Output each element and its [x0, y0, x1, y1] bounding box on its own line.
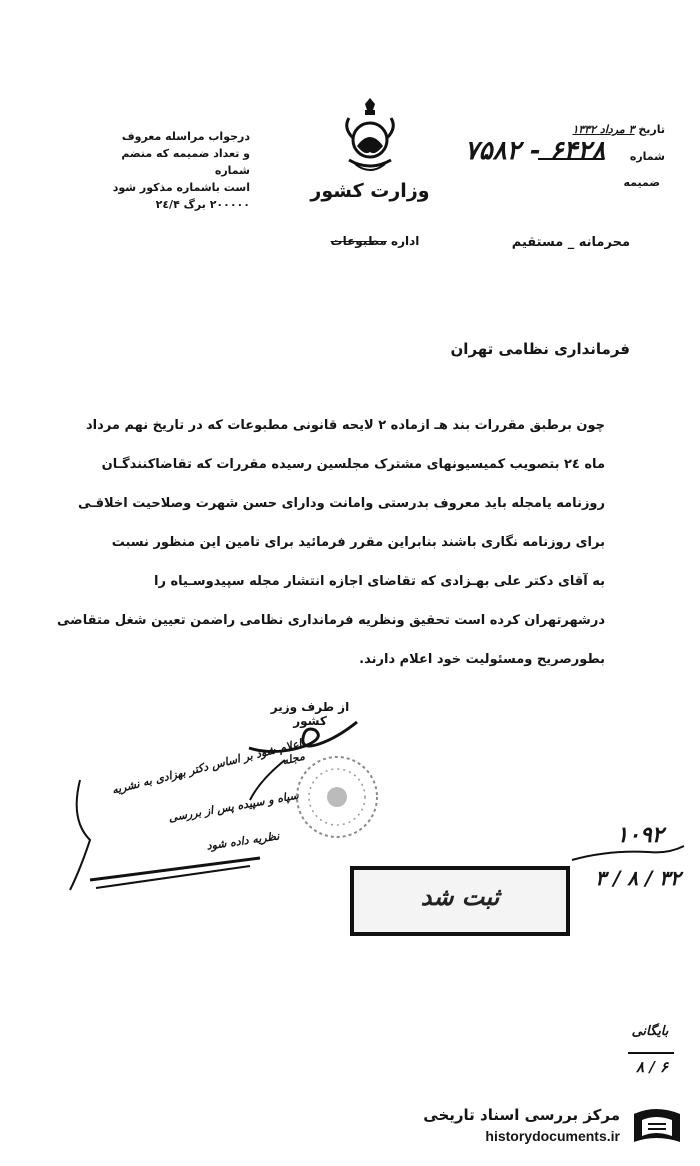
receipt-number: ۱۰۹۲: [616, 822, 664, 848]
classification: محرمانه _ مستقیم: [511, 235, 630, 250]
archive-note-rule: [628, 1052, 674, 1054]
body-line-1: چون برطبق مقررات بند هـ ازماده ۲ لایحه قانونی مطبوعات که در تاریخ نهم مرداد: [86, 418, 605, 433]
round-seal-icon: [292, 752, 382, 842]
margin-note-line-3: نظریه داده شود: [205, 829, 281, 853]
reply-note: [110, 128, 250, 213]
reply-note-line-4: ۲۰۰۰۰۰ برگ ۲٤/۴: [155, 198, 250, 211]
department-label: اداره: [391, 234, 420, 248]
margin-note-line-1: اعلام شود بر اساس دکتر بهزادی به نشریه مجله: [110, 736, 307, 797]
department-row: [320, 234, 430, 248]
registration-stamp: [350, 866, 570, 936]
footer-watermark: [410, 1104, 690, 1152]
ministry-name: وزارت کشور: [310, 180, 430, 202]
body-line-3: روزنامه یامجله باید معروف بدرستی وامانت ودارای حسن شهرت وصلاحیت اخلاقـی: [77, 496, 605, 511]
attachment-row: [600, 174, 660, 191]
reply-note-line-1: درجواب مراسله معروف: [121, 130, 250, 143]
signature-name: از طرف وزیر کشور: [270, 700, 350, 728]
reply-note-line-3: است باشماره مذکور شود: [112, 181, 250, 194]
footer-site-name: مرکز بررسی اسناد تاریخی: [423, 1106, 620, 1124]
reply-note-line-2: و تعداد ضمیمه که منضم شماره: [121, 147, 250, 177]
date-label: تاریخ: [638, 123, 665, 136]
number-label: شماره: [629, 150, 665, 163]
date-value: ۳ مرداد ۱۳۳۲: [572, 123, 635, 136]
receipt-underline-icon: [568, 842, 688, 864]
number-strike: [538, 158, 604, 160]
footer-site-url: historydocuments.ir: [485, 1128, 620, 1144]
body-line-4: برای روزنامه نگاری باشند بنابراین مقرر فرمائید برای تامین این منظور نسبت: [111, 535, 605, 550]
ministry-emblem: [335, 98, 405, 178]
archive-note-date: ۸ / ۶: [635, 1058, 669, 1076]
recipient: فرمانداری نظامی تهران: [450, 340, 630, 358]
receipt-date: ۳ / ۸ / ۳۲: [595, 866, 681, 890]
footer-logo: [628, 1106, 686, 1148]
body-line-6: درشهرتهران کرده است تحقیق ونظریه فرمانداری نظامی راضمن تعیین شغل متقاضی: [57, 613, 605, 628]
archive-note-word: بایگانی: [631, 1024, 669, 1039]
margin-notes: [60, 736, 310, 910]
body-line-5: به آقای دکتر علی بهـزادی که تقاضای اجازه انتشار مجله سپیدوسـیاه را: [154, 574, 605, 589]
archive-logo-icon: [628, 1106, 686, 1148]
lion-and-sun-emblem-icon: [335, 98, 405, 178]
body-line-2: ماه ۲٤ بتصویب کمیسیونهای مشترک مجلسین رسیده مقررات که تقاضاکنندگـان: [101, 457, 605, 472]
department-name: مطبوعات: [330, 234, 387, 248]
round-seal: [292, 752, 382, 842]
margin-note-line-2: سپاه و سپیده پس از بررسی: [167, 788, 300, 825]
attachment-label: ضمیمه: [623, 176, 660, 189]
registration-stamp-text: ثبت شد: [420, 882, 500, 911]
receipt-number-underline: [568, 842, 688, 864]
number-value: ۷۵۸۲ - ۶۴۲۸: [464, 136, 606, 166]
body-line-7: بطورصریح ومسئولیت خود اعلام دارند.: [359, 652, 605, 667]
